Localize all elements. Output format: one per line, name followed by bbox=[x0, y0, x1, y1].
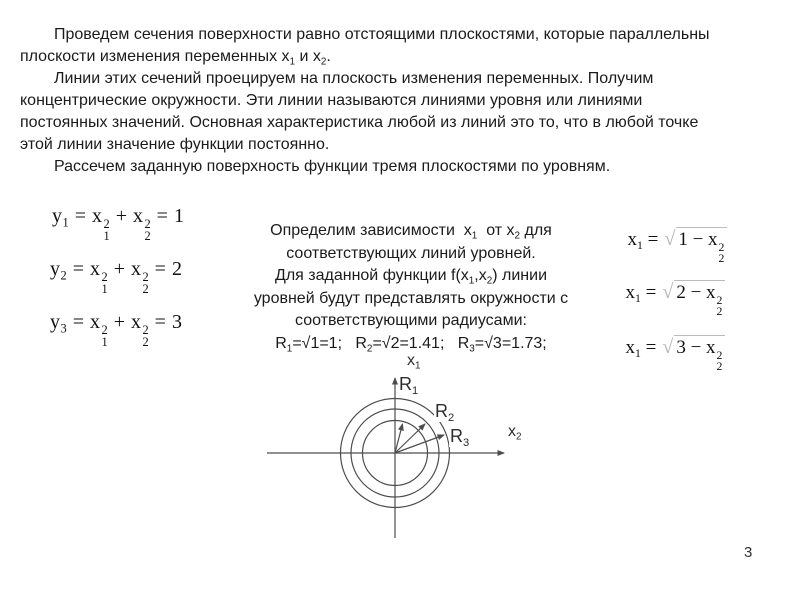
equation-lhs: $x_1$ = bbox=[625, 337, 657, 361]
middle-line: соответствующих линий уровней. bbox=[286, 244, 536, 262]
equation-x1-level2 bbox=[616, 258, 725, 318]
equation-y3: $y_3 = x$ 2 1 + x 2 2 = 3 bbox=[50, 311, 183, 350]
radius-label-r2: $R_2$ bbox=[435, 401, 455, 424]
equation-radicand: 3 − x 2 2 bbox=[674, 335, 725, 373]
x1-axis-label: $x_1$ bbox=[407, 352, 421, 372]
middle-line: Для заданной функции $f(x_1,x_2)$ линии bbox=[274, 267, 548, 287]
radius-arrow-r3 bbox=[395, 435, 444, 453]
intro-line: Линии этих сечений проецируем на плоскость изменения переменных. Получим bbox=[54, 70, 654, 87]
equation-lhs: $x_1$ = bbox=[627, 229, 659, 253]
intro-line: постоянных значений. Основная характеристика любой из линий это то, что в любой точке bbox=[20, 114, 699, 131]
middle-line: соответствующими радиусами: bbox=[295, 312, 527, 329]
x2-axis-label: $x_2$ bbox=[508, 423, 522, 443]
equation-x1-level3 bbox=[616, 313, 725, 373]
middle-line: Определим зависимости $x_1$ от $x_2$ для bbox=[270, 222, 552, 242]
radius-label-r3: $R_3$ bbox=[450, 426, 470, 449]
intro-line: плоскости изменения переменных $x_1$ и $x_2$. bbox=[20, 48, 331, 68]
radius-label-r1: $R_1$ bbox=[399, 374, 419, 397]
radical-sign: √ bbox=[662, 336, 674, 358]
intro-line: Проведем сечения поверхности равно отстоящими плоскостями, которые параллельны bbox=[54, 26, 710, 43]
equation-x1-level1 bbox=[618, 205, 727, 265]
intro-line: Рассечем заданную поверхность функции тремя плоскостями по уровням. bbox=[54, 158, 611, 175]
equation-lhs: $x_1$ = bbox=[625, 282, 657, 306]
intro-paragraph bbox=[20, 24, 792, 178]
middle-line: $R_1=√1=1$; $R_2=√2=1.41$; $R_3=√3=1.73$; bbox=[275, 334, 547, 354]
intro-line: концентрические окружности. Эти линии называются линиями уровня или линиями bbox=[20, 92, 643, 109]
page-number: 3 bbox=[744, 544, 753, 561]
middle-text-block bbox=[230, 220, 592, 355]
equation-radicand: 2 − x 2 2 bbox=[674, 280, 725, 318]
equation-y1: $y_1 = x$ 2 1 + x 2 2 = 1 bbox=[52, 205, 185, 244]
radical-sign: √ bbox=[662, 281, 674, 303]
intro-line: этой линии значение функции постоянно. bbox=[20, 136, 330, 153]
equation-radicand: 1 − x 2 2 bbox=[676, 227, 727, 265]
radical-sign: √ bbox=[664, 228, 676, 250]
middle-line: уровней будут представлять окружности с bbox=[253, 289, 569, 307]
equation-y2: $y_2 = x$ 2 1 + x 2 2 = 2 bbox=[50, 258, 183, 297]
radius-arrow-r2 bbox=[395, 424, 425, 453]
